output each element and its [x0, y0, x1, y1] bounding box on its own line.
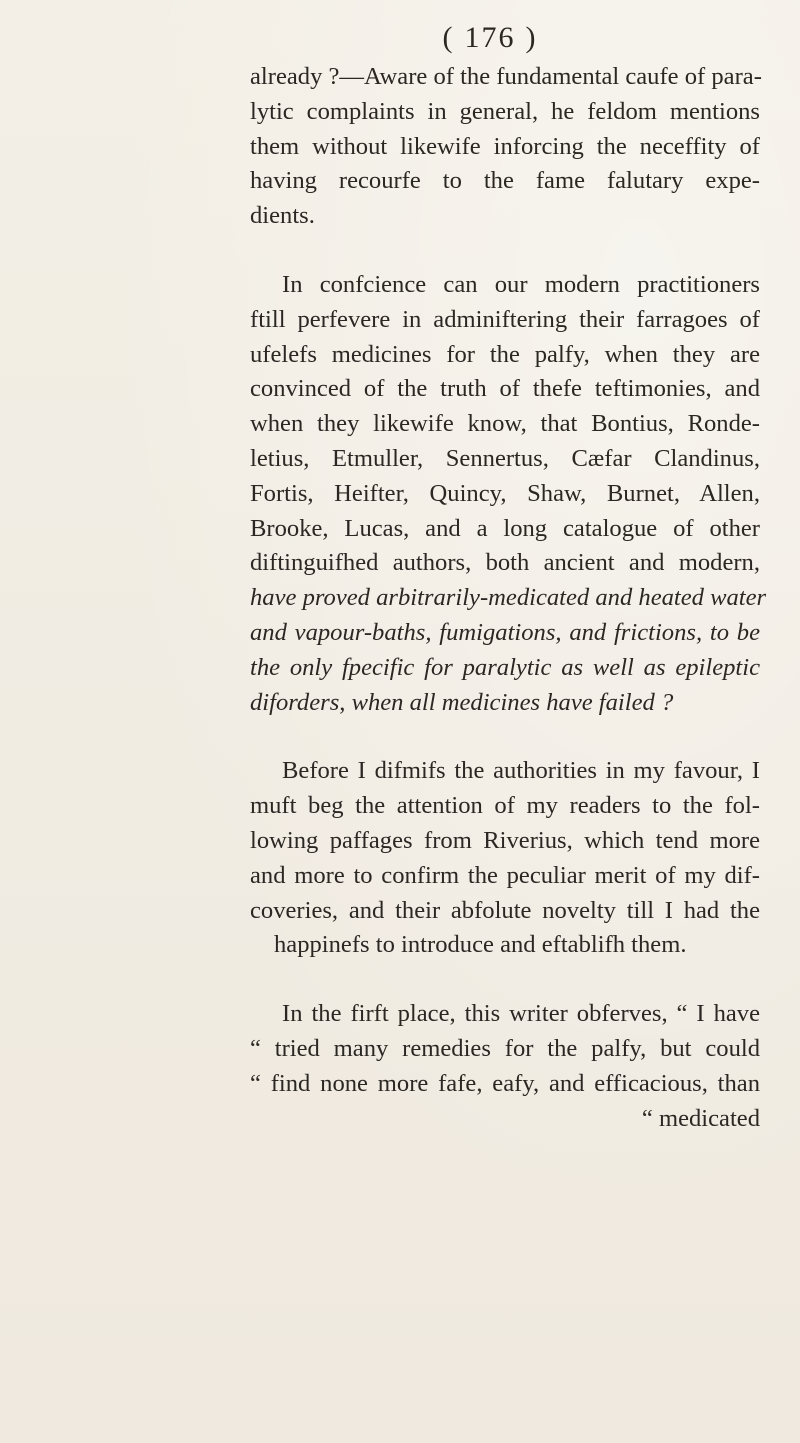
text-line: Before I difmifs the authorities in my favour, I [282, 757, 760, 785]
text-line: Brooke, Lucas, and a long catalogue of other [250, 514, 760, 542]
text-line: them without likewife inforcing the neceffity of [250, 132, 760, 160]
text-line: having recourfe to the fame falutary expe- [250, 167, 760, 195]
text-line: letius, Etmuller, Sennertus, Cæfar Clandinus, [250, 444, 760, 472]
text-line: and more to confirm the peculiar merit of my dif- [250, 861, 760, 889]
text-line-italic: and vapour-baths, fumigations, and frictions, to be [250, 618, 760, 646]
page-number-value: 176 [464, 21, 516, 54]
paragraph-4-body [250, 1032, 760, 1136]
catchword: “ medicated [641, 1104, 760, 1132]
page-number: ( 176 ) [442, 21, 538, 54]
paragraph-2-body [250, 303, 767, 721]
text-line: happinefs to introduce and eftablifh them. [274, 931, 687, 959]
paragraph-2 [250, 268, 760, 303]
paragraph-4 [250, 997, 760, 1032]
text-line: lowing paffages from Riverius, which tend more [250, 826, 760, 854]
text-line: In confcience can our modern practitioners [282, 270, 760, 298]
text-line-italic: have proved arbitrarily-medicated and heated water [250, 584, 767, 612]
paragraph-3-body [250, 789, 760, 963]
paragraph-1 [250, 60, 760, 234]
text-line: muft beg the attention of my readers to the fol- [250, 792, 760, 820]
text-line: ftill perfevere in adminiftering their farragoes of [250, 305, 760, 333]
text-line-italic: diforders, when all medicines have failed ? [250, 688, 674, 716]
text-line: ufelefs medicines for the palfy, when they are [250, 340, 760, 368]
text-line: diftinguifhed authors, both ancient and modern, [250, 549, 760, 577]
text-line-italic: the only fpecific for paralytic as well as epileptic [250, 653, 760, 681]
text-line: coveries, and their abfolute novelty till I had the [250, 896, 760, 924]
text-line: “ tried many remedies for the palfy, but could [250, 1034, 760, 1062]
text-line: convinced of the truth of thefe teftimonies, and [250, 375, 760, 403]
text-line: In the firft place, this writer obferves, “ I have [282, 1000, 760, 1028]
text-line: already ?—Aware of the fundamental caufe of para- [250, 63, 762, 90]
paragraph-3 [250, 754, 760, 789]
text-line: Fortis, Heifter, Quincy, Shaw, Burnet, Allen, [250, 479, 760, 507]
text-line: when they likewife know, that Bontius, Ronde- [250, 410, 760, 438]
text-line: lytic complaints in general, he feldom mentions [250, 97, 760, 125]
text-line: “ find none more fafe, eafy, and efficacious, than [250, 1069, 760, 1097]
text-line: dients. [250, 202, 315, 230]
